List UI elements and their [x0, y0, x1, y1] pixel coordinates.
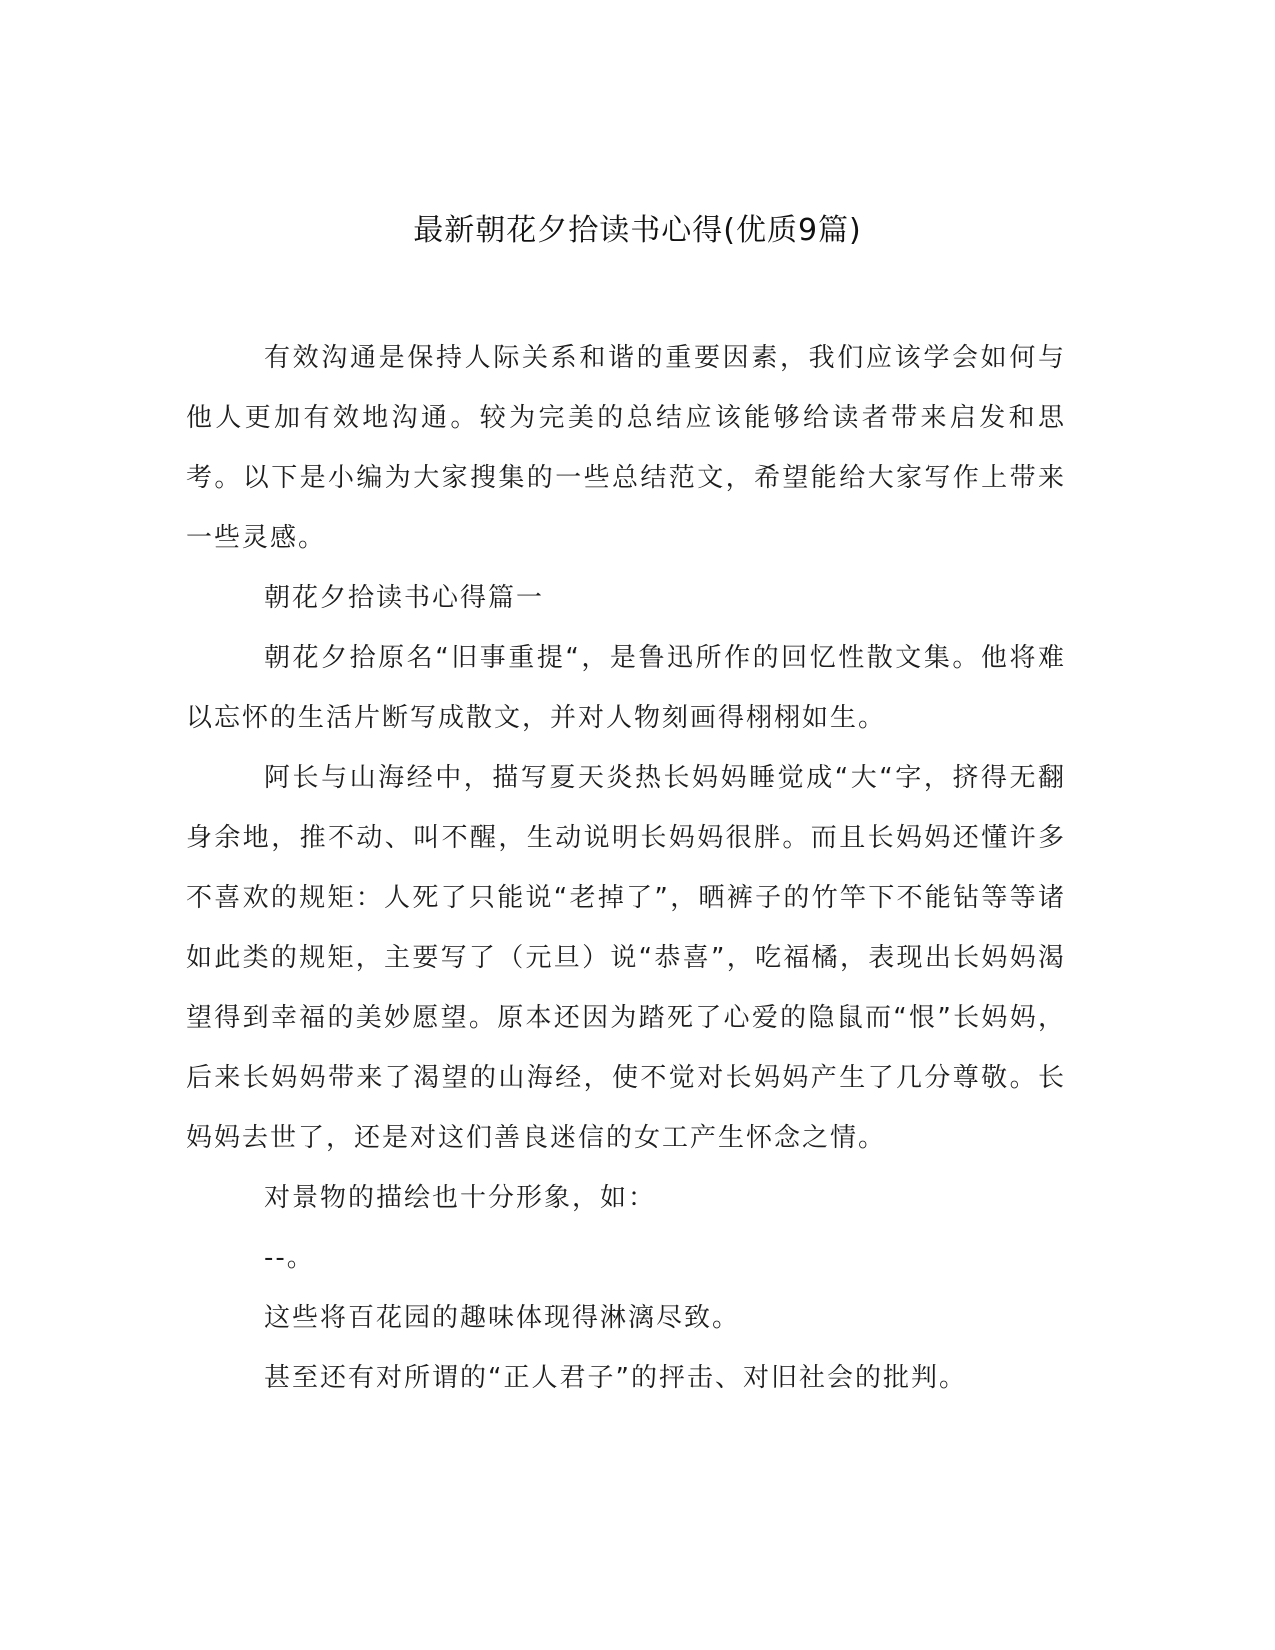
paragraph-critique: 甚至还有对所谓的“正人君子”的抨击、对旧社会的批判。 — [264, 1363, 967, 1393]
document-body — [186, 328, 1066, 1408]
section-heading-1: 朝花夕拾读书心得篇一 — [264, 583, 545, 613]
paragraph-intro: 有效沟通是保持人际关系和谐的重要因素，我们应该学会如何与他人更加有效地沟通。较为完美的总结应该能够给读者带来启发和思考。以下是小编为大家搜集的一些总结范文，希望能给大家写作上带来一些灵感。 — [186, 343, 1066, 553]
paragraph-changma: 阿长与山海经中，描写夏天炎热长妈妈睡觉成“大“字，挤得无翻身余地，推不动、叫不醒，生动说明长妈妈很胖。而且长妈妈还懂许多不喜欢的规矩：人死了只能说“老掉了”，晒裤子的竹竿下不能钻等等诸如此类的规矩，主要写了（元旦）说“恭喜”，吃福橘，表现出长妈妈渴望得到幸福的美妙愿望。原本还因为踏死了心爱的隐鼠而“恨”长妈妈，后来长妈妈带来了渴望的山海经，使不觉对长妈妈产生了几分尊敬。长妈妈去世了，还是对这们善良迷信的女工产生怀念之情。 — [186, 763, 1066, 1153]
paragraph-dash: --。 — [264, 1243, 315, 1273]
paragraph-origin: 朝花夕拾原名“旧事重提“，是鲁迅所作的回忆性散文集。他将难以忘怀的生活片断写成散文，并对人物刻画得栩栩如生。 — [186, 643, 1066, 733]
paragraph-scenery: 对景物的描绘也十分形象，如： — [264, 1183, 657, 1213]
paragraph-garden: 这些将百花园的趣味体现得淋漓尽致。 — [264, 1303, 741, 1333]
document-title: 最新朝花夕拾读书心得(优质9篇) — [413, 213, 862, 248]
